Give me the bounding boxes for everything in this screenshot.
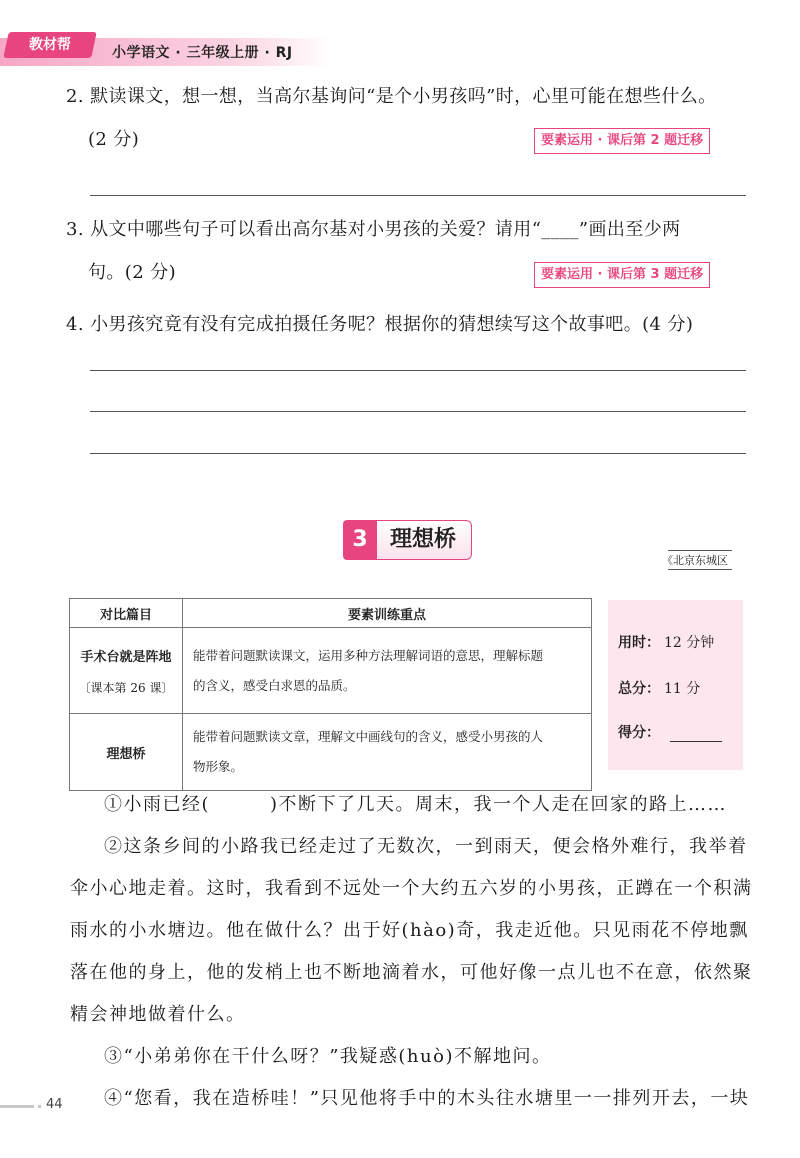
table-row: [70, 714, 592, 791]
paragraph-1-start: ①小雨已经(: [104, 794, 211, 815]
paragraph-4: ④“您看，我在造桥哇！”只见他将手中的木头往水塘里一一排列开去，一块: [104, 1088, 750, 1109]
question-2-hint-tag: 要素运用 · 课后第 2 题迁移: [534, 128, 710, 154]
question-2-points: (2 分): [88, 129, 140, 150]
answer-line[interactable]: [90, 453, 746, 454]
question-3-text: 3. 从文中哪些句子可以看出高尔基对小男孩的关爱？请用“____”画出至少两: [66, 219, 681, 240]
comparison-table: [69, 598, 592, 791]
table-header-row: [70, 599, 592, 628]
question-2-text: 2. 默读课文，想一想，当高尔基询问“是个小男孩吗”时，心里可能在想些什么。: [66, 86, 717, 107]
page-number: 44: [46, 1097, 63, 1112]
focus-line: 能带着问题默读课文，运用多种方法理解词语的意思，理解标题: [193, 647, 544, 663]
region-tag: 《 北京东城区: [668, 550, 732, 570]
paragraph-1-end: )不断下了几天。周末，我一个人走在回家的路上……: [270, 794, 728, 815]
answer-line[interactable]: [90, 370, 746, 371]
section-title: 理想桥: [390, 527, 457, 552]
table-row: [70, 628, 592, 714]
paragraph-2-line: ②这条乡间的小路我已经走过了无数次，一到雨天，便会格外难行，我举着: [104, 836, 748, 857]
focus-line: 的含义，感受白求恩的品质。: [193, 677, 356, 693]
time-label: 用时：: [618, 635, 660, 651]
brand-tag: 教材帮: [3, 32, 97, 58]
paragraph-2-line: 落在他的身上，他的发梢上也不断地滴着水，可他好像一点儿也不在意，依然聚: [70, 962, 753, 983]
time-value: 12 分钟: [664, 635, 715, 651]
table-cell-title: [70, 628, 183, 714]
lesson-ref: 〔课本第 26 课〕: [78, 680, 174, 695]
page-dot: [38, 1105, 41, 1108]
score-blank[interactable]: [670, 727, 722, 742]
section-number: 3: [343, 520, 377, 560]
paragraph-2-line: 精会神地做着什么。: [70, 1004, 246, 1025]
table-cell-focus: [183, 714, 592, 791]
paragraph-3: ③“小弟弟你在干什么呀？”我疑惑(huò)不解地问。: [104, 1046, 552, 1067]
total-value: 11 分: [664, 681, 701, 697]
table-cell-title: [70, 714, 183, 791]
book-title: 小学语文 · 三年级上册 · RJ: [112, 45, 293, 61]
page-bar: [0, 1105, 34, 1108]
paragraph-1: [104, 786, 764, 824]
time-line: [618, 632, 714, 652]
table-cell-focus: [183, 628, 592, 714]
lesson-title: 理想桥: [106, 746, 146, 762]
total-label: 总分：: [618, 681, 660, 697]
score-line: [618, 722, 722, 742]
table-header-cell: 对比篇目: [70, 599, 183, 628]
question-3-hint-tag: 要素运用 · 课后第 3 题迁移: [534, 262, 710, 288]
paragraph-2-line: 伞小心地走着。这时，我看到不远处一个大约五六岁的小男孩，正蹲在一个积满: [70, 878, 753, 899]
score-label: 得分：: [618, 725, 660, 741]
focus-line: 能带着问题默读文章，理解文中画线句的含义，感受小男孩的人: [193, 729, 544, 744]
focus-line: 物形象。: [193, 759, 244, 774]
question-3-points: 句。(2 分): [88, 262, 177, 283]
paragraph-2-line: 雨水的小水塘边。他在做什么？出于好(hào)奇，我走近他。只见雨花不停地飘: [70, 920, 749, 941]
answer-line[interactable]: [90, 411, 746, 412]
total-line: [618, 678, 700, 698]
lesson-title: 手术台就是阵地: [80, 649, 172, 665]
table-header-cell: 要素训练重点: [183, 599, 592, 628]
question-4-text: 4. 小男孩究竟有没有完成拍摄任务呢？根据你的猜想续写这个故事吧。(4 分): [66, 314, 694, 335]
answer-line[interactable]: [90, 195, 746, 196]
